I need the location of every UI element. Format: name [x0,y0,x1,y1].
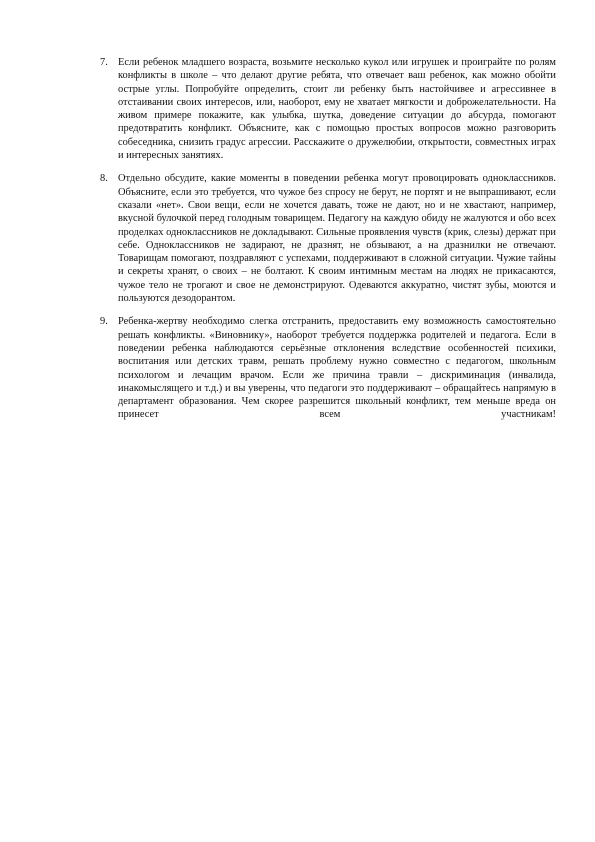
item-paragraph: Если ребенок младшего возраста, возьмите несколько кукол или игрушек и проиграйте по ролям конфликты в школе – что делают другие ребята, что отвечает ваш ребенок, как можно обойти острые углы. Попробуйте определить, стоит ли ребенку быть настойчивее и агрессивнее в отстаивании своих интересов, или, наоборот, ему не хватает мягкости и доброжелательности. На живом примере покажите, как улыбка, шутка, доведение ситуации до абсурда, помогают предотвратить конфликт. Объясните, как с помощью простых вопросов можно разговорить собеседника, снизить градус агрессии. Расскажите о дружелюбии, открытости, совместных играх и интересных занятиях. [118,57,556,162]
list-item [100,56,556,162]
item-paragraph: Ребенка-жертву необходимо слегка отстранить, предоставить ему возможность самостоятельно решать конфликты. «Виновнику», наоборот требуется поддержка родителей и педагога. Если в поведении ребенка наблюдаются серьёзные отклонения вследствие особенностей психики, воспитания или детских травм, решать проблему нужно совместно с педагогом, школьным психологом и лечащим врачом. Если же причина травли – дискриминация (инвалида, инакомыслящего и т.д.) и вы уверены, что педагоги это поддерживают – обращайтесь напрямую в департамент образования. Чем скорее разрешится школьный конфликт, тем меньше вреда он принесет всем участникам! [118,316,556,421]
item-number: 9. [100,316,108,328]
item-number: 8. [100,173,108,185]
item-number: 7. [100,57,108,68]
advice-list [100,56,556,432]
list-item [100,315,556,421]
list-item [100,172,556,305]
item-paragraph: Отдельно обсудите, какие моменты в поведении ребенка могут провоцировать одноклассников. Объясните, если это требуется, что чужое без спросу не берут, не портят и не выпрашивают, если сказали «нет». Свои вещи, если не хочется давать, тоже не дают, но и не хвастают, например, вкусной булочкой перед голодным товарищем. Педагогу на каждую обиду не жалуются и обо всех проделках одноклассников не докладывают. Сильные проявления чувств (крик, слезы) держат при себе. Одноклассников не задирают, не дразнят, не обзывают, а на дразнилки не отвечают. Товарищам помогают, поздравляют с успехами, поддерживают в сложной ситуации. Чужие тайны и секреты хранят, о своих – не болтают. К своим интимным местам на людях не прикасаются, чужое тело не трогают и свое не демонстрируют. Одеваются аккуратно, чистят зубы, моются и пользуются дезодорантом. [118,173,556,305]
